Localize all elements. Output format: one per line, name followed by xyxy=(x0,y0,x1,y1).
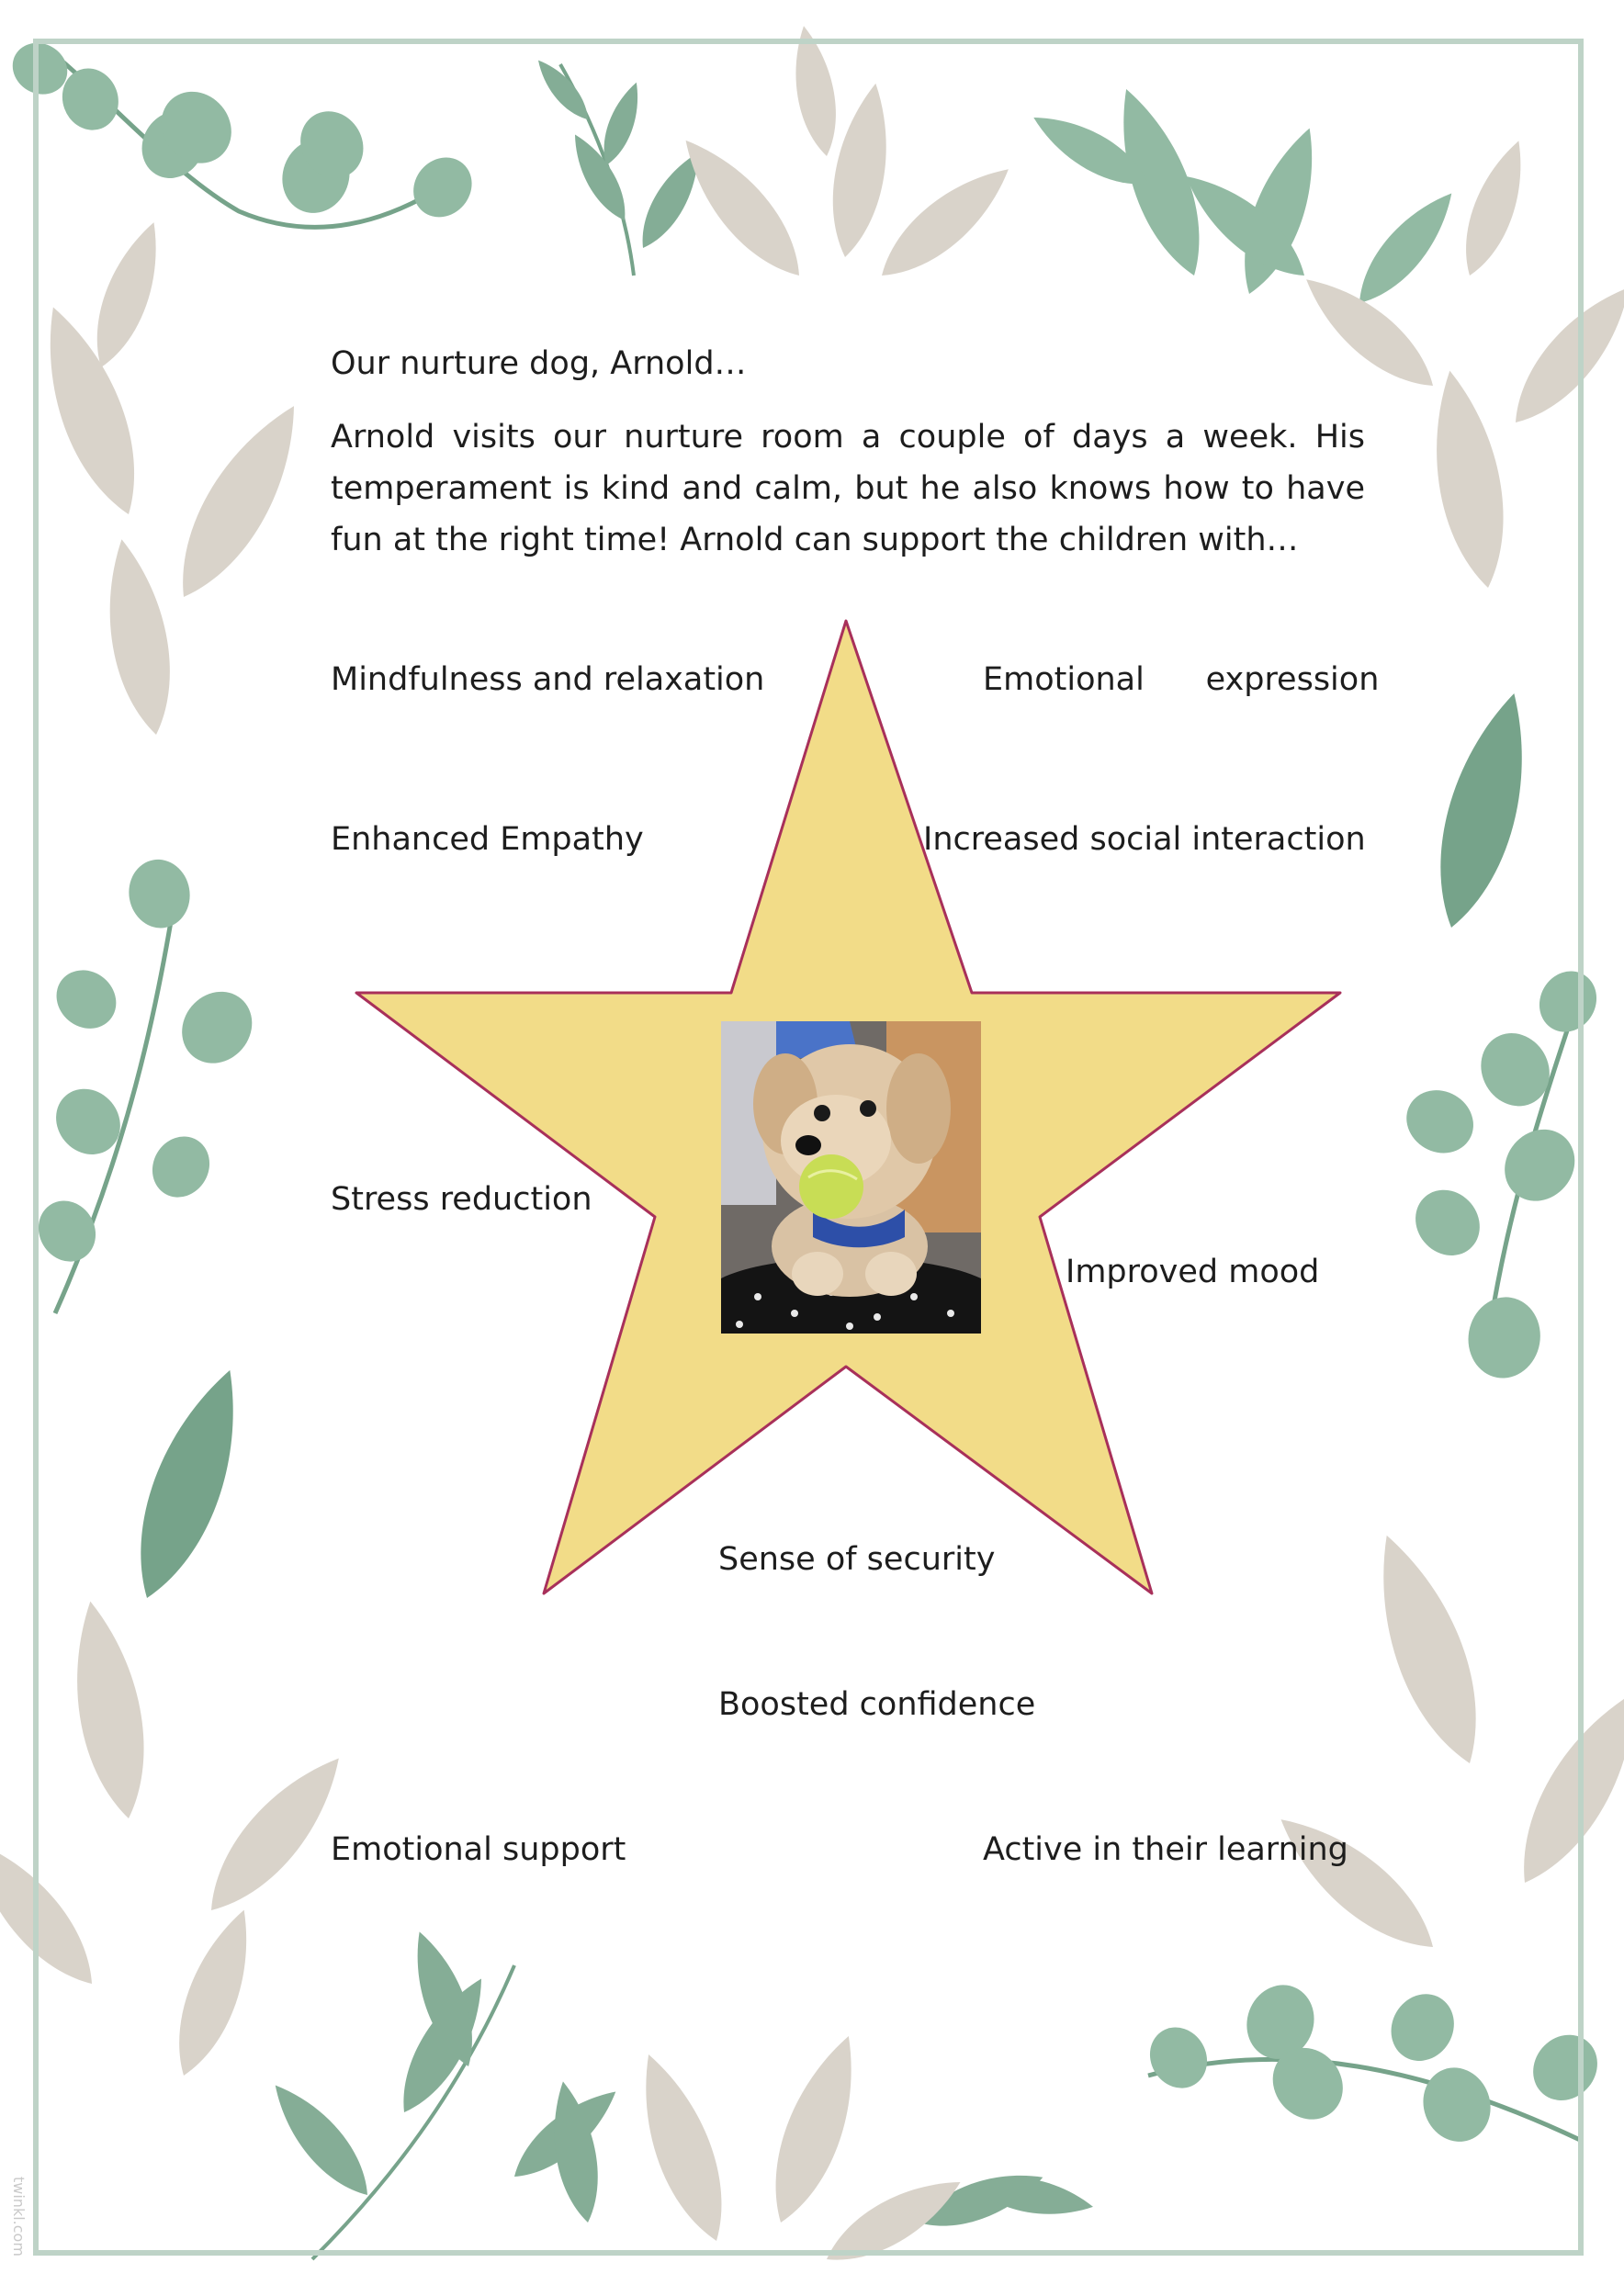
benefit-empathy: Enhanced Empathy xyxy=(331,821,644,858)
benefit-improved-mood: Improved mood xyxy=(1066,1254,1320,1290)
benefit-active-learning: Active in their learning xyxy=(983,1831,1348,1868)
benefit-boosted-confidence: Boosted confidence xyxy=(718,1686,1036,1723)
dog-photo xyxy=(721,1021,981,1334)
benefit-emotional-expression: Emotional expression xyxy=(983,661,1380,698)
benefit-stress-reduction: Stress reduction xyxy=(331,1181,592,1218)
watermark: twinkl.com xyxy=(10,2177,28,2257)
benefit-emotional-support: Emotional support xyxy=(331,1831,626,1868)
dog-photo-icon xyxy=(721,1021,981,1334)
intro-paragraph: Arnold visits our nurture room a couple of days a week. His temperament is kind and calm, but he also knows how to have fun at the right time! Arnold can support the children with… xyxy=(331,419,1365,558)
benefit-mindfulness: Mindfulness and relaxation xyxy=(331,661,765,698)
benefit-sense-of-security: Sense of security xyxy=(718,1541,996,1578)
page-heading: Our nurture dog, Arnold… xyxy=(331,345,747,382)
benefit-social-interaction: Increased social interaction xyxy=(923,821,1366,858)
